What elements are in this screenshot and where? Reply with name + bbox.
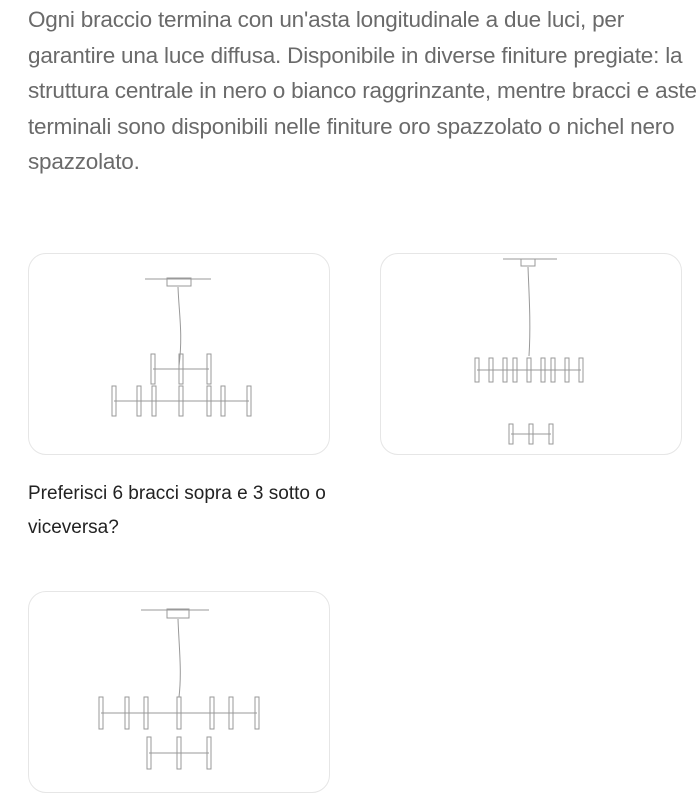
option-card-3-top-6-bottom[interactable] <box>28 253 330 455</box>
option-card-6-top-3-bottom-separated[interactable] <box>380 253 682 455</box>
option-card-6-top-3-bottom[interactable] <box>28 591 330 793</box>
chandelier-illustration <box>381 254 681 454</box>
chandelier-illustration <box>29 254 329 454</box>
question-text: Preferisci 6 bracci sopra e 3 sotto o viceversa? <box>28 483 326 538</box>
product-description: Ogni braccio termina con un'asta longitudinale a due luci, per garantire una luce diffusa. Disponibile in diverse finiture pregiate: la struttura centrale in nero o bianco raggrinzante, mentre bracci e aste terminali sono disponibili nelle finiture oro spazzolato o nichel nero spazzolato. <box>28 7 697 174</box>
chandelier-illustration <box>29 592 329 792</box>
